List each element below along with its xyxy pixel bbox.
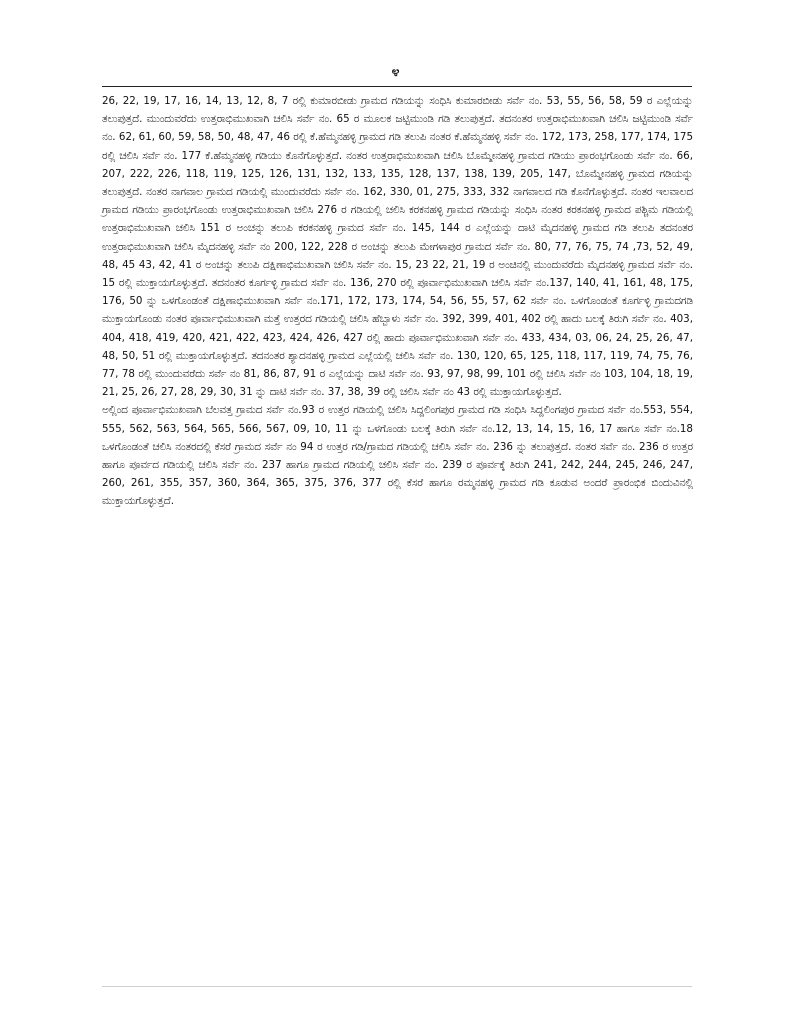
paragraph-boundary-conclusion: ಅಲ್ಲಿಂದ ಪೂರ್ವಾಭಿಮುಖವಾಗಿ ಬೆಲವತ್ತ ಗ್ರಾಮದ ಸರ್ವೆ ನಂ.93 ರ ಉತ್ತರ ಗಡಿಯಲ್ಲಿ ಚಲಿಸಿ ಸಿದ್ದಲಿಂಗಪುರ ಗ್ರಾಮದ ಗಡಿ ಸಂಧಿಸಿ ಸಿದ್ದಲಿಂಗಪುರ ಗ್ರಾಮದ ಸರ್ವೆ ನಂ.553, 554, 555, 562, 563, 564, 565, 566, 567, 09, 10, 11 ನ್ನು ಒಳಗೊಂಡು ಬಲಕ್ಕೆ ತಿರುಗಿ ಸರ್ವೆ ನಂ.12, 13, 14, 15, 16, 17 ಹಾಗೂ ಸರ್ವೆ ನಂ.18 ಒಳಗೊಂಡಂತೆ ಚಲಿಸಿ ನಂತರದಲ್ಲಿ ಕೆಸರೆ ಗ್ರಾಮದ ಸರ್ವೆ ನಂ 94 ರ ಉತ್ತರ ಗಡಿ/ಗ್ರಾಮದ ಗಡಿಯಲ್ಲಿ ಚಲಿಸಿ ಸರ್ವೆ ನಂ. 236 ನ್ನು ತಲುಪುತ್ತದೆ. ನಂತರ ಸರ್ವೆ ನಂ. 236 ರ ಉತ್ತರ ಹಾಗೂ ಪೂರ್ವದ ಗಡಿಯಲ್ಲಿ ಚಲಿಸಿ ಸರ್ವೆ ನಂ. 237 ಹಾಗೂ ಗ್ರಾಮದ ಗಡಿಯಲ್ಲಿ ಚಲಿಸಿ ಸರ್ವೆ ನಂ. 239 ರ ಪೂರ್ವಕ್ಕೆ ತಿರುಗಿ 241, 242, 244, 245, 246, 247, 260, 261, 355, 357, 360, 364, 365, 375, 376, 377 ರಲ್ಲಿ ಕೆಸರೆ ಹಾಗೂ ರಮ್ಮನಹಳ್ಳಿ ಗ್ರಾಮದ ಗಡಿ ಕೂಡುವ ಅಂದರೆ ಪ್ರಾರಂಭಿಕ ಬಿಂದುವಿನಲ್ಲಿ ಮುಕ್ತಾಯಗೊಳ್ಳುತ್ತದೆ.	[102, 404, 693, 508]
page-number: ೪	[391, 64, 400, 80]
header-rule	[102, 86, 692, 87]
paragraph-boundary-description: 26, 22, 19, 17, 16, 14, 13, 12, 8, 7 ರಲ್ಲಿ ಕುಮಾರಬೀಡು ಗ್ರಾಮದ ಗಡಿಯನ್ನು ಸಂಧಿಸಿ ಕುಮಾರಬೀಡು ಸರ್ವೆ ನಂ. 53, 55, 56, 58, 59 ರ ಎಲ್ಲೆಯನ್ನು ತಲುಪುತ್ತದೆ. ಮುಂದುವರೆದು ಉತ್ತರಾಭಿಮುಖವಾಗಿ ಚಲಿಸಿ ಸರ್ವೆ ನಂ. 65 ರ ಮೂಲಕ ಜಟ್ಟಿಮುಂಡಿ ಗಡಿ ತಲುಪುತ್ತದೆ. ತದನಂತರ ಉತ್ತರಾಭಿಮುಖವಾಗಿ ಚಲಿಸಿ ಜಟ್ಟಿಮುಂಡಿ ಸರ್ವೆ ನಂ. 62, 61, 60, 59, 58, 50, 48, 47, 46 ರಲ್ಲಿ ಕೆ.ಹೆಮ್ಮನಹಳ್ಳಿ ಗ್ರಾಮದ ಗಡಿ ತಲುಪಿ ನಂತರ ಕೆ.ಹೆಮ್ಮನಹಳ್ಳಿ ಸರ್ವೆ ನಂ. 172, 173, 258, 177, 174, 175 ರಲ್ಲಿ ಚಲಿಸಿ ಸರ್ವೆ ನಂ. 177 ಕೆ.ಹೆಮ್ಮನಹಳ್ಳಿ ಗಡಿಯು ಕೊನೆಗೊಳ್ಳುತ್ತದೆ. ನಂತರ ಉತ್ತರಾಭಿಮುಖವಾಗಿ ಚಲಿಸಿ ಬೊಮ್ಮೇನಹಳ್ಳಿ ಗ್ರಾಮದ ಗಡಿಯು ಪ್ರಾರಂಭಗೊಂಡು ಸರ್ವೆ ನಂ. 66, 207, 222, 226, 118, 119, 125, 126, 131, 132, 133, 135, 128, 137, 138, 139, 205, 147, ಬೊಮ್ಮೇನಹಳ್ಳಿ ಗ್ರಾಮದ ಗಡಿಯನ್ನು ತಲುಪುತ್ತದೆ. ನಂತರ ನಾಗವಾಲ ಗ್ರಾಮದ ಗಡಿಯಲ್ಲಿ ಮುಂದುವರೆದು ಸರ್ವೆ ನಂ. 162, 330, 01, 275, 333, 332 ನಾಗವಾಲದ ಗಡಿ ಕೊನೆಗೊಳ್ಳುತ್ತದೆ. ನಂತರ ಇಲವಾಲದ ಗ್ರಾಮದ ಗಡಿಯು ಪ್ರಾರಂಭಗೊಂಡು ಉತ್ತರಾಭಿಮುಖವಾಗಿ ಚಲಿಸಿ 276 ರ ಗಡಿಯಲ್ಲಿ ಚಲಿಸಿ ಕರಕನಹಳ್ಳಿ ಗ್ರಾಮದ ಗಡಿಯನ್ನು ಸಂಧಿಸಿ ನಂತರ ಕರಕನಹಳ್ಳಿ ಗ್ರಾಮದ ಪಶ್ಚಿಮ ಗಡಿಯಲ್ಲಿ ಉತ್ತರಾಭಿಮುಖವಾಗಿ ಚಲಿಸಿ 151 ರ ಅಂಚನ್ನು ತಲುಪಿ ಕರಕನಹಳ್ಳಿ ಗ್ರಾಮದ ಸರ್ವೆ ನಂ. 145, 144 ರ ಎಲ್ಲೆಯನ್ನು ದಾಟಿ ಮೈದನಹಳ್ಳಿ ಗ್ರಾಮದ ಗಡಿ ತಲುಪಿ ತದನಂತರ ಉತ್ತರಾಭಿಮುಖವಾಗಿ ಚಲಿಸಿ ಮೈದನಹಳ್ಳಿ ಸರ್ವೆ ನಂ 200, 122, 228 ರ ಅಂಚನ್ನು ತಲುಪಿ ಮೇಗಳಾಪುರ ಗ್ರಾಮದ ಸರ್ವೆ ನಂ. 80, 77, 76, 75, 74 ,73, 52, 49, 48, 45 43, 42, 41 ರ ಅಂಚನ್ನು ತಲುಪಿ ದಕ್ಷಿಣಾಭಿಮುಖವಾಗಿ ಚಲಿಸಿ ಸರ್ವೆ ನಂ. 15, 23 22, 21, 19 ರ ಅಂಚಿನಲ್ಲಿ ಮುಂದುವರೆದು ಮೈದನಹಳ್ಳಿ ಗ್ರಾಮದ ಸರ್ವೆ ನಂ. 15 ರಲ್ಲಿ ಮುಕ್ತಾಯಗೊಳ್ಳುತ್ತದೆ. ತದನಂತರ ಕೂರ್ಗಳ್ಳಿ ಗ್ರಾಮದ ಸರ್ವೆ ನಂ. 136, 270 ರಲ್ಲಿ ಪೂರ್ವಾಭಿಮುಖವಾಗಿ ಚಲಿಸಿ ಸರ್ವೆ ನಂ.137, 140, 41, 161, 48, 175, 176, 50 ನ್ನು ಒಳಗೊಂಡಂತೆ ದಕ್ಷಿಣಾಭಿಮುಖವಾಗಿ ಸರ್ವೆ ನಂ.171, 172, 173, 174, 54, 56, 55, 57, 62 ಸರ್ವೆ ನಂ. ಒಳಗೊಂಡಂತೆ ಕೂರ್ಗಳ್ಳಿ ಗ್ರಾಮದಗಡಿ ಮುಕ್ತಾಯಗೊಂಡು ನಂತರ ಪೂರ್ವಾಭಿಮುಖವಾಗಿ ಮತ್ತೆ ಉತ್ತರದ ಗಡಿಯಲ್ಲಿ ಚಲಿಸಿ ಹೆಬ್ಬಾಳು ಸರ್ವೆ ನಂ. 392, 399, 401, 402 ರಲ್ಲಿ ಹಾದು ಬಲಕ್ಕೆ ತಿರುಗಿ ಸರ್ವೆ ನಂ. 403, 404, 418, 419, 420, 421, 422, 423, 424, 426, 427 ರಲ್ಲಿ ಹಾದು ಪೂರ್ವಾಭಿಮುಖವಾಗಿ ಸರ್ವೆ ನಂ. 433, 434, 03, 06, 24, 25, 26, 47, 48, 50, 51 ರಲ್ಲಿ ಮುಕ್ತಾಯಗೊಳ್ಳುತ್ತದೆ. ತದನಂತರ ಶ್ಯಾದನಹಳ್ಳಿ ಗ್ರಾಮದ ಎಲ್ಲೆಯಲ್ಲಿ ಚಲಿಸಿ ಸರ್ವೆ ನಂ. 130, 120, 65, 125, 118, 117, 119, 74, 75, 76, 77, 78 ರಲ್ಲಿ ಮುಂದುವರೆದು ಸರ್ವೆ ನಂ 81, 86, 87, 91 ರ ಎಲ್ಲೆಯನ್ನು ದಾಟಿ ಸರ್ವೆ ನಂ. 93, 97, 98, 99, 101 ರಲ್ಲಿ ಚಲಿಸಿ ಸರ್ವೆ ನಂ 103, 104, 18, 19, 21, 25, 26, 27, 28, 29, 30, 31 ನ್ನು ದಾಟಿ ಸರ್ವೆ ನಂ. 37, 38, 39 ರಲ್ಲಿ ಚಲಿಸಿ ಸರ್ವೆ ನಂ 43 ರಲ್ಲಿ ಮುಕ್ತಾಯಗೊಳ್ಳುತ್ತದೆ.	[102, 95, 693, 399]
footer-rule	[102, 986, 692, 987]
document-body	[102, 92, 693, 511]
